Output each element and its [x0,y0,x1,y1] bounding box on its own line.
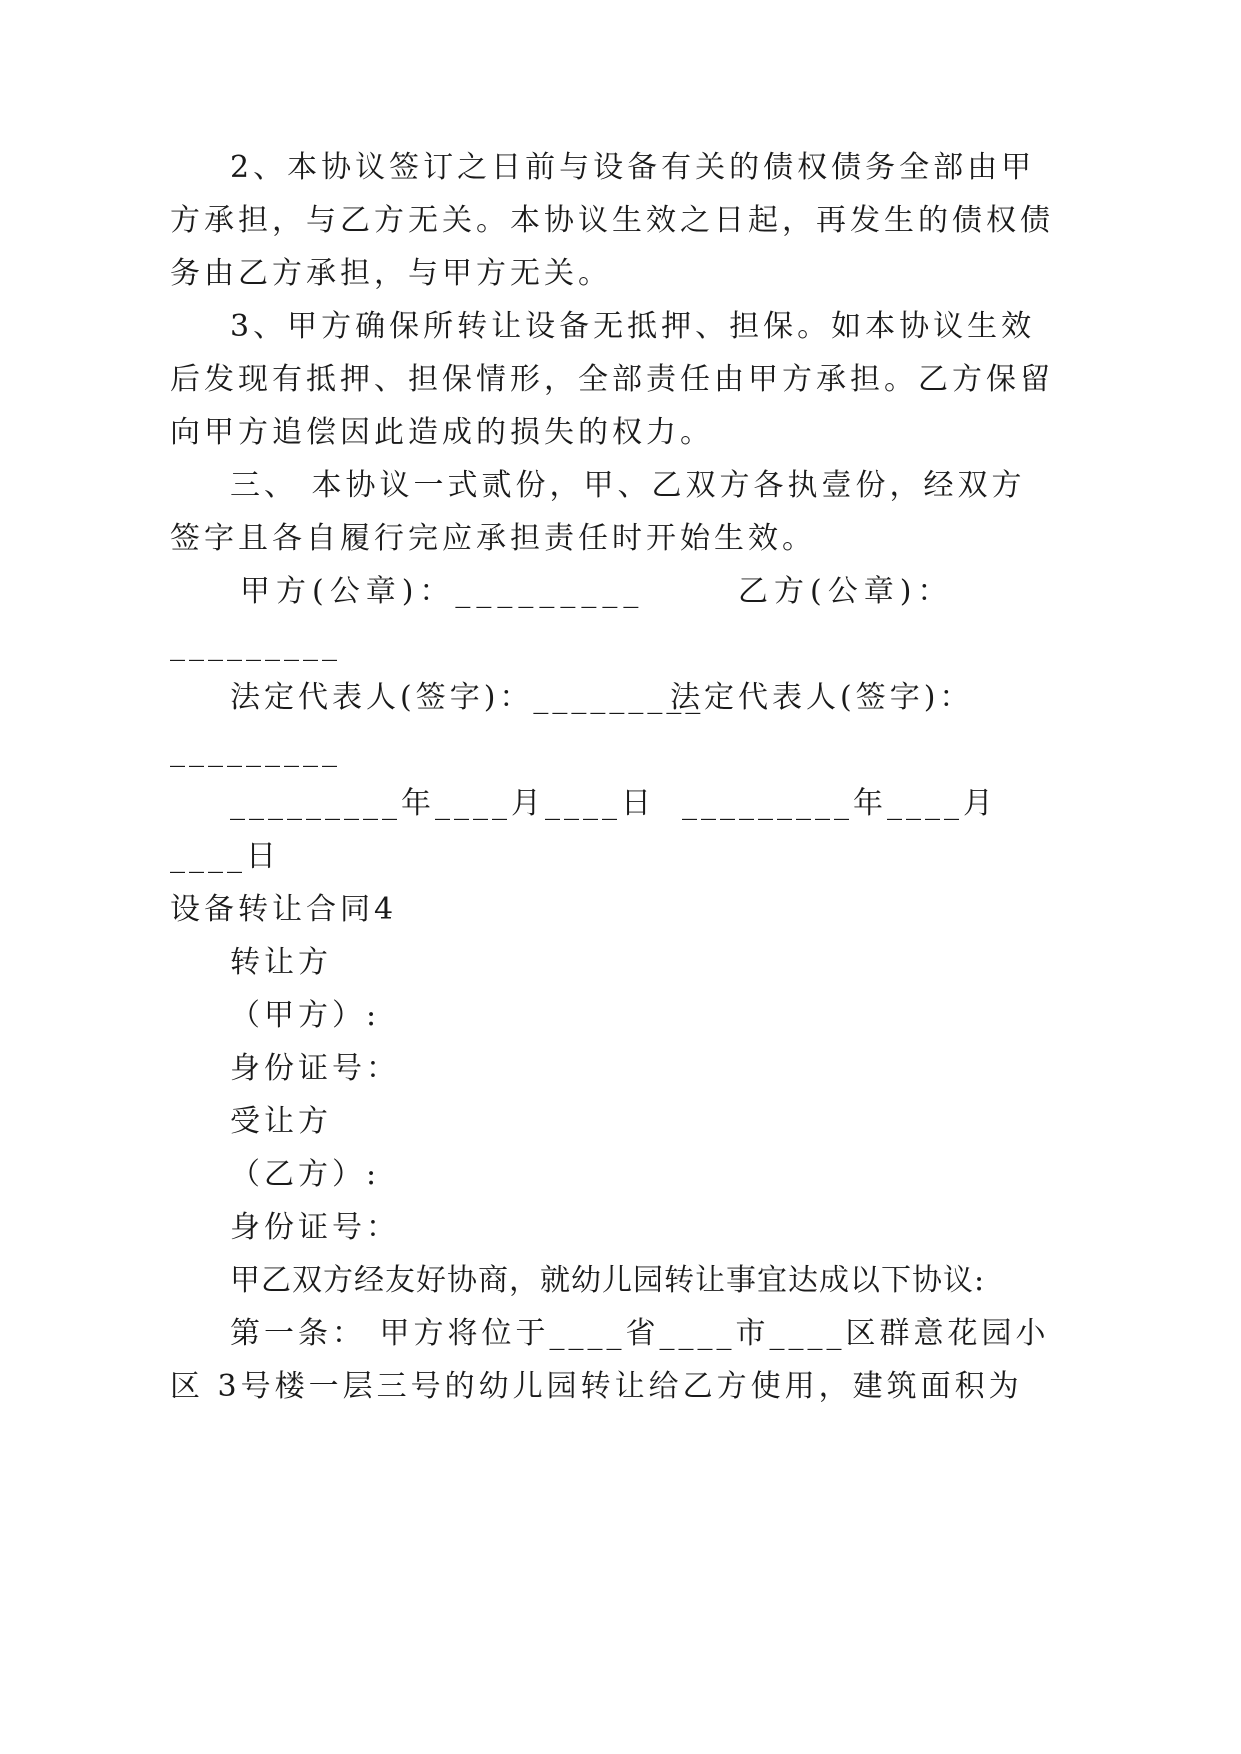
id-number-a: 身份证号： [230,1051,400,1086]
party-a-seal: 甲方(公章)：_________ [240,574,645,609]
party-a-date: _________年____月____日 [230,786,655,821]
clause-3-line-1: 3、甲方确保所转让设备无抵押、担保。如本协议生效 [230,309,1036,344]
party-b-representative: 法定代表人(签字)： [670,680,974,715]
party-b-date: _________年____月 [682,786,997,821]
clause-3-line-2: 后发现有抵押、担保情形，全部责任由甲方承担。乙方保留 [170,362,1054,397]
clause-3-line-3: 向甲方追偿因此造成的损失的权力。 [170,415,714,450]
agreement-intro: 甲乙双方经友好协商，就幼儿园转让事宜达成以下协议: [230,1263,986,1298]
party-a-representative: 法定代表人(签字)：_________ [230,680,705,715]
party-b-label: （乙方）: [230,1157,381,1192]
article-1-line-2: 区 3号楼一层三号的幼儿园转让给乙方使用，建筑面积为 [170,1369,1023,1404]
transferee-label: 受让方 [230,1104,332,1139]
id-number-b: 身份证号： [230,1210,400,1245]
clause-2-line-1: 2、本协议签订之日前与设备有关的债权债务全部由甲 [230,150,1036,185]
section-3-line-1: 三、 本协议一式贰份，甲、乙双方各执壹份，经双方 [230,468,1026,503]
clause-2-line-3: 务由乙方承担，与甲方无关。 [170,256,612,291]
party-b-representative-blank: _________ [170,733,341,768]
transferor-label: 转让方 [230,945,332,980]
party-b-date-day: ____日 [170,839,280,874]
clause-2-line-2: 方承担，与乙方无关。本协议生效之日起，再发生的债权债 [170,203,1054,238]
party-b-seal: 乙方(公章)： [738,574,954,609]
article-1-line-1: 第一条： 甲方将位于____省____市____区群意花园小 [230,1316,1050,1351]
party-b-seal-blank: _________ [170,627,341,662]
section-3-line-2: 签字且各自履行完应承担责任时开始生效。 [170,521,816,556]
party-a-label: （甲方）: [230,998,381,1033]
contract-4-title: 设备转让合同4 [170,892,398,927]
